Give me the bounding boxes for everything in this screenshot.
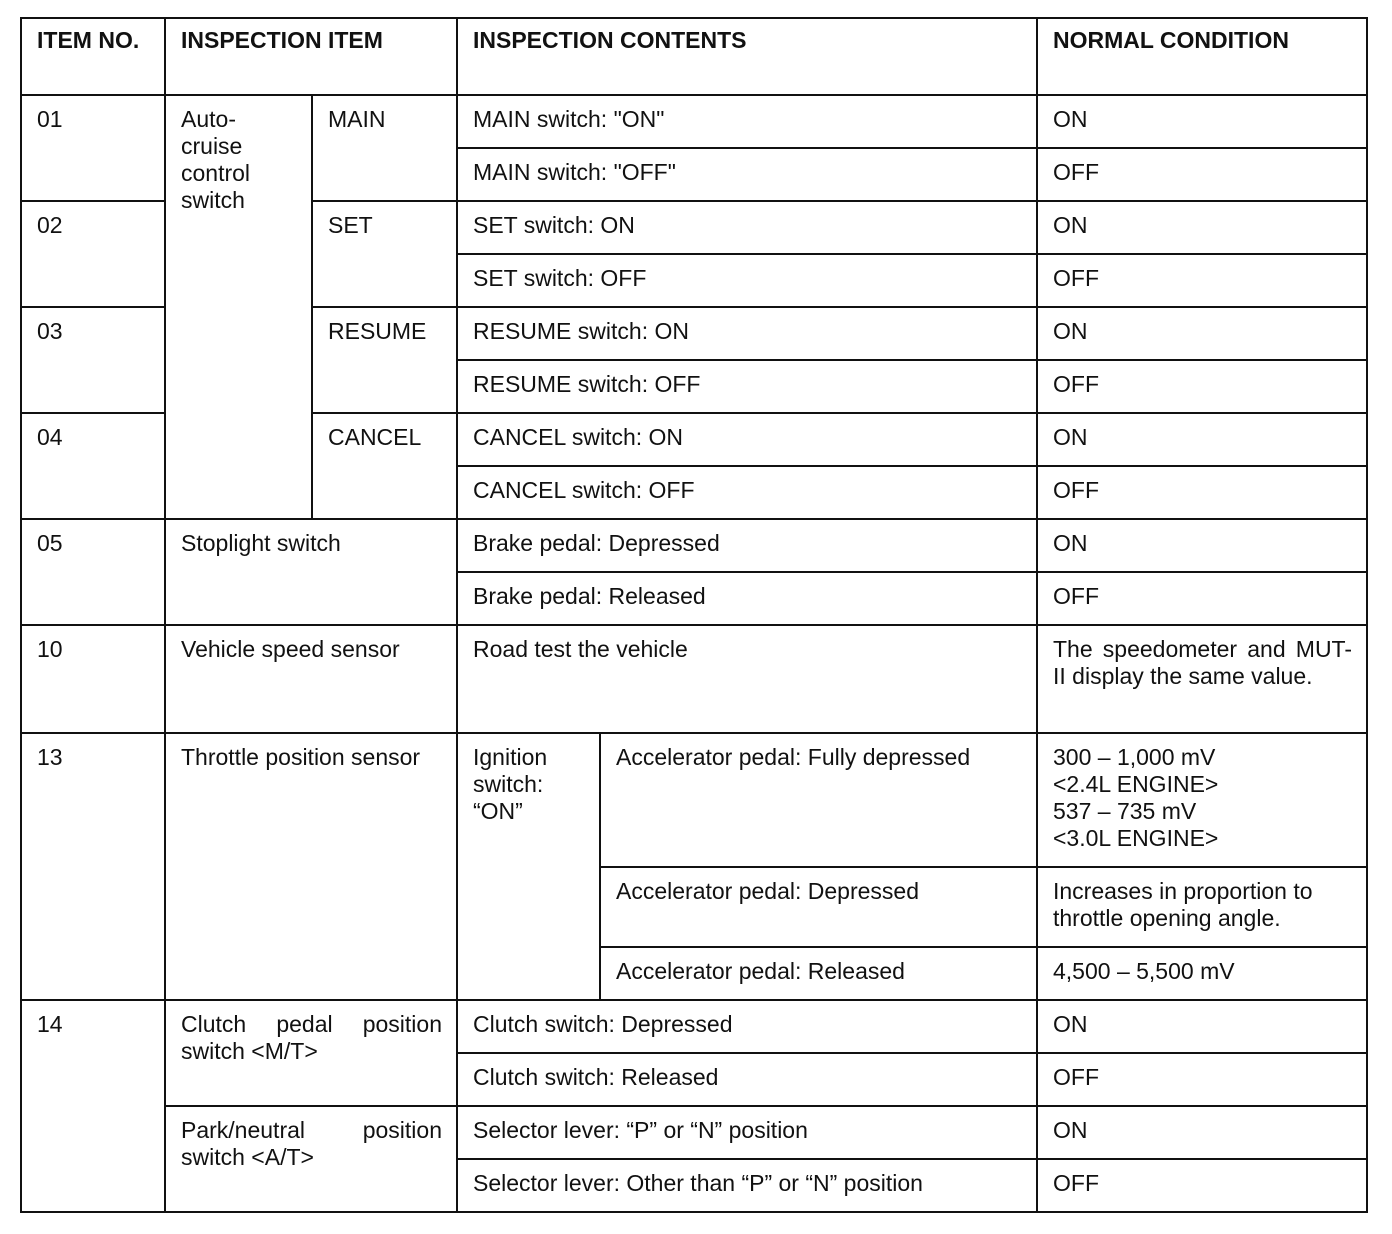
contents-cell: Clutch switch: Depressed [457,1000,1037,1053]
item-no-cell: 03 [21,307,165,413]
condition-cell: OFF [1037,254,1367,307]
condition-cell: OFF [1037,572,1367,625]
item-no-cell: 14 [21,1000,165,1212]
table-row [21,519,1367,572]
contents-cell: CANCEL switch: OFF [457,466,1037,519]
contents-cell: MAIN switch: "OFF" [457,148,1037,201]
condition-cell: ON [1037,413,1367,466]
inspection-item-cell: Vehicle speed sensor [165,625,457,733]
inspection-item-cell: Park/neutral position switch <A/T> [165,1106,457,1212]
condition-cell: ON [1037,1106,1367,1159]
condition-cell: OFF [1037,1159,1367,1212]
header-item-no: ITEM NO. [21,18,165,95]
item-no-cell: 05 [21,519,165,625]
condition-cell: ON [1037,95,1367,148]
header-normal-condition: NORMAL CONDITION [1037,18,1367,95]
inspection-item-cell: Stoplight switch [165,519,457,625]
sub-item-cell: SET [312,201,457,307]
condition-cell [1037,733,1367,867]
condition-cell: The speedometer and MUT-II display the same value. [1037,625,1367,733]
contents-cell: MAIN switch: "ON" [457,95,1037,148]
inspection-item-cell: Clutch pedal position switch <M/T> [165,1000,457,1106]
contents-cell: SET switch: ON [457,201,1037,254]
contents-cell: Brake pedal: Depressed [457,519,1037,572]
inspection-item-cell: Throttle position sensor [165,733,457,1000]
contents-cell: RESUME switch: OFF [457,360,1037,413]
item-no-cell: 10 [21,625,165,733]
condition-cell: OFF [1037,466,1367,519]
contents-cell: CANCEL switch: ON [457,413,1037,466]
contents-cell: Brake pedal: Released [457,572,1037,625]
condition-line: <2.4L ENGINE> [1053,771,1219,797]
item-no-cell: 04 [21,413,165,519]
condition-line: <3.0L ENGINE> [1053,825,1219,851]
group-autocruise-label: Auto-cruise control switch [165,95,312,519]
condition-cell: OFF [1037,360,1367,413]
contents-cell: RESUME switch: ON [457,307,1037,360]
header-inspection-item: INSPECTION ITEM [165,18,457,95]
item-no-cell: 01 [21,95,165,201]
condition-line: 537 – 735 mV [1053,798,1197,824]
condition-line: 300 – 1,000 mV [1053,744,1216,770]
condition-cell: ON [1037,1000,1367,1053]
table-row [21,733,1367,867]
condition-group-cell: Ignition switch: “ON” [457,733,600,1000]
contents-cell: Selector lever: Other than “P” or “N” position [457,1159,1037,1212]
table-row [21,625,1367,733]
sub-item-cell: RESUME [312,307,457,413]
inspection-table [20,17,1368,1213]
contents-cell: Accelerator pedal: Depressed [600,867,1037,947]
table-row [21,1106,1367,1159]
contents-cell: Accelerator pedal: Released [600,947,1037,1000]
table-row [21,1000,1367,1053]
contents-cell: Clutch switch: Released [457,1053,1037,1106]
condition-cell: ON [1037,307,1367,360]
item-no-cell: 13 [21,733,165,1000]
sub-item-cell: MAIN [312,95,457,201]
table-row [21,95,1367,148]
contents-cell: Selector lever: “P” or “N” position [457,1106,1037,1159]
condition-cell: Increases in proportion to throttle opening angle. [1037,867,1367,947]
header-inspection-contents: INSPECTION CONTENTS [457,18,1037,95]
contents-cell: Accelerator pedal: Fully depressed [600,733,1037,867]
sub-item-cell: CANCEL [312,413,457,519]
condition-cell: ON [1037,201,1367,254]
header-row [21,18,1367,95]
condition-cell: ON [1037,519,1367,572]
contents-cell: Road test the vehicle [457,625,1037,733]
contents-cell: SET switch: OFF [457,254,1037,307]
condition-cell: OFF [1037,148,1367,201]
condition-cell: OFF [1037,1053,1367,1106]
item-no-cell: 02 [21,201,165,307]
condition-cell: 4,500 – 5,500 mV [1037,947,1367,1000]
